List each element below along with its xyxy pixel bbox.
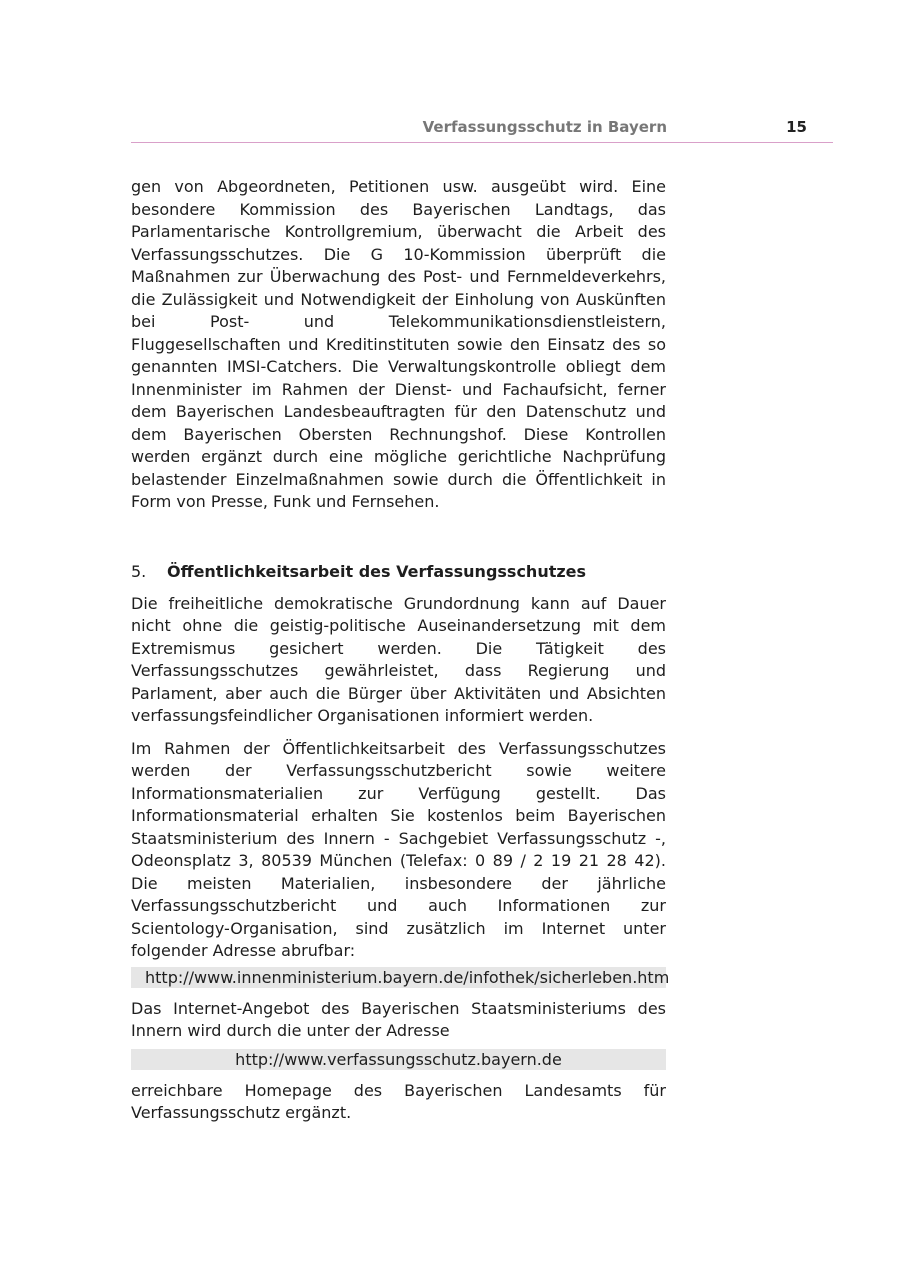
running-title: Verfassungsschutz in Bayern xyxy=(422,118,667,136)
paragraph-internet-offer: Das Internet-Angebot des Bayerischen Staatsministeriums des Innern wird durch die unter der Adresse xyxy=(131,998,666,1040)
paragraph-homepage: erreichbare Homepage des Bayerischen Landesamts für Verfassungsschutz ergänzt. xyxy=(131,1080,666,1122)
running-header xyxy=(131,117,833,143)
page-number: 15 xyxy=(786,118,807,136)
intro-paragraph: gen von Abgeordneten, Petitionen usw. ausgeübt wird. Eine besondere Kommission des Bayerischen Landtags, das Parlamentarische Kontrollgremium, überwacht die Arbeit des Verfassungsschutzes. Die G 10-Kommission überprüft die Maßnahmen zur Überwachung des Post- und Fernmeldeverkehrs, die Zulässigkeit und Notwendigkeit der Einholung von Auskünften bei Post- und Telekommunikationsdienstleistern, Fluggesellschaften und Kreditinstituten sowie den Einsatz des so genannten IMSI-Catchers. Die Verwaltungskontrolle obliegt dem Innenminister im Rahmen der Dienst- und Fachaufsicht, ferner dem Bayerischen Landesbeauftragten für den Datenschutz und dem Bayerischen Obersten Rechnungshof. Diese Kontrollen werden ergänzt durch eine mögliche gerichtliche Nachprüfung belastender Einzelmaßnahmen sowie durch die Öffentlichkeit in Form von Presse, Funk und Fernsehen. xyxy=(131,177,666,511)
section-heading xyxy=(131,561,666,583)
section-title: Öffentlichkeitsarbeit des Verfassungsschutzes xyxy=(167,561,587,581)
url-innenministerium[interactable]: http://www.innenministerium.bayern.de/infothek/sicherleben.htm xyxy=(131,967,666,988)
paragraph-democratic-order: Die freiheitliche demokratische Grundordnung kann auf Dauer nicht ohne die geistig-politische Auseinandersetzung mit dem Extremismus gesichert werden. Die Tätigkeit des Verfassungsschutzes gewährleistet, dass Regierung und Parlament, aber auch die Bürger über Aktivitäten und Absichten verfassungsfeindlicher Organisationen informiert werden. xyxy=(131,593,666,725)
url-verfassungsschutz[interactable]: http://www.verfassungsschutz.bayern.de xyxy=(131,1049,666,1070)
paragraph-public-relations: Im Rahmen der Öffentlichkeitsarbeit des Verfassungsschutzes werden der Verfassungsschutzbericht sowie weitere Informationsmaterialien zur Verfügung gestellt. Das Informationsmaterial erhalten Sie kostenlos beim Bayerischen Staatsministerium des Innern - Sachgebiet Verfassungsschutz -, Odeonsplatz 3, 80539 München (Telefax: 0 89 / 2 19 21 28 42). Die meisten Materialien, insbesondere der jährliche Verfassungsschutzbericht und auch Informationen zur Scientology-Organisation, sind zusätzlich im Internet unter folgender Adresse abrufbar: xyxy=(131,738,666,960)
page-body xyxy=(131,176,670,1125)
section-number: 5. xyxy=(131,561,147,581)
